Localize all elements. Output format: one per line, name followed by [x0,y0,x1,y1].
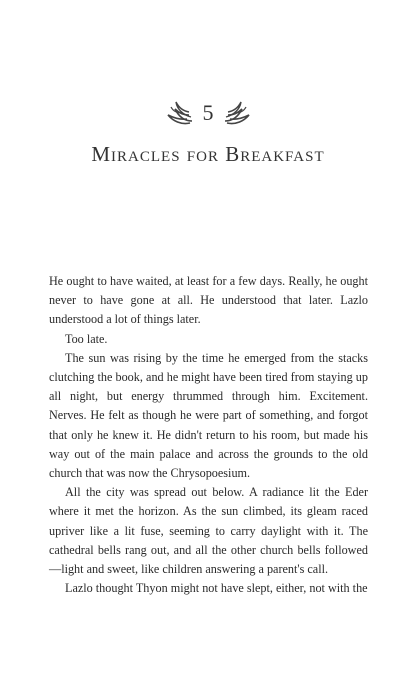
paragraph: Too late. [65,331,108,346]
flourish-left-icon [165,99,195,127]
paragraph: He ought to have waited, at least for a few days. Really, he ought never to have gone at all. He understood that later. Lazlo understood a lot of things later. [49,274,368,327]
chapter-title: Miracles for Breakfast [91,142,325,166]
paragraph: Lazlo thought Thyon might not have slept, either, not with the [65,581,368,596]
chapter-body [49,272,368,598]
chapter-number: 5 [202,100,214,125]
flourish-right-icon [222,99,252,127]
paragraph: All the city was spread out below. A radiance lit the Eder where it met the horizon. As the sun climbed, its gleam raced upriver like a lit fuse, seeming to carry daylight with it. The cathedral bells rang out, and all the other church bells followed—light and sweet, like children answering a parent's call. [49,485,368,577]
chapter-heading [0,96,416,167]
chapter-number-row [0,96,416,130]
paragraph: The sun was rising by the time he emerged from the stacks clutching the book, and he might have been tired from staying up all night, but energy thrummed through him. Excitement. Nerves. He felt as though he were part of something, and forgot that only he knew it. He didn't return to his room, but made his way out of the main palace and across the grounds to the old church that was now the Chrysopoesium. [49,350,368,481]
